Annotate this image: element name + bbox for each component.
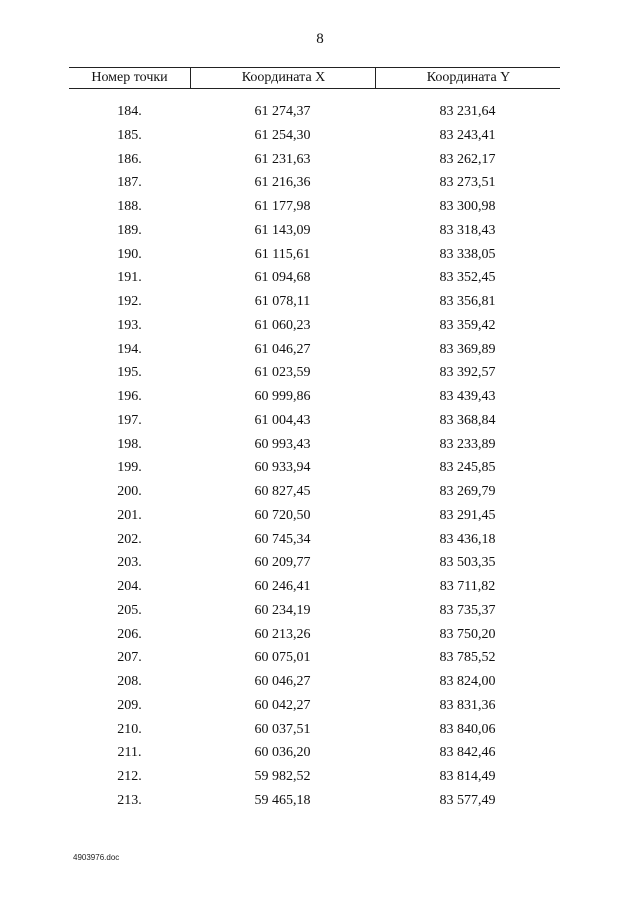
table-row xyxy=(69,388,560,412)
point-number-cell: 202. xyxy=(117,531,142,547)
table-row xyxy=(69,269,560,293)
table-row xyxy=(69,673,560,697)
coordinate-y-cell: 83 243,41 xyxy=(439,127,496,143)
coordinate-x-cell: 61 046,27 xyxy=(254,341,311,357)
point-number-cell: 200. xyxy=(117,484,142,499)
point-number-cell: 208. xyxy=(117,674,142,689)
coordinate-y-cell: 83 352,45 xyxy=(439,270,496,286)
coordinate-y-cell: 83 842,46 xyxy=(439,745,496,761)
coordinate-x-cell: 60 234,19 xyxy=(254,602,311,618)
coordinate-y-cell: 83 356,81 xyxy=(439,294,496,309)
coordinate-y-cell: 83 814,49 xyxy=(439,769,496,784)
coordinate-x-cell: 61 231,63 xyxy=(254,151,311,167)
coordinate-x-cell: 61 078,11 xyxy=(254,294,311,309)
table-row xyxy=(69,246,560,270)
table-row xyxy=(69,459,560,483)
table-row xyxy=(69,151,560,175)
coordinate-x-cell: 59 982,52 xyxy=(254,769,311,784)
coordinate-y-cell: 83 318,43 xyxy=(439,222,496,238)
point-number-cell: 207. xyxy=(117,650,142,666)
point-number-cell: 192. xyxy=(117,294,142,309)
table-row xyxy=(69,293,560,317)
point-number-cell: 203. xyxy=(117,555,142,571)
table-row xyxy=(69,649,560,673)
point-number-cell: 190. xyxy=(117,246,142,262)
point-number-cell: 199. xyxy=(117,460,142,476)
coordinate-y-cell: 83 785,52 xyxy=(439,650,496,666)
coordinate-y-cell: 83 711,82 xyxy=(439,579,496,594)
coordinate-y-cell: 83 439,43 xyxy=(439,389,496,404)
point-number-cell: 201. xyxy=(117,507,142,523)
point-number-cell: 211. xyxy=(117,745,142,761)
point-number-cell: 198. xyxy=(117,436,142,452)
coordinate-y-cell: 83 231,64 xyxy=(439,104,496,119)
table-row xyxy=(69,507,560,531)
table-row xyxy=(69,483,560,507)
point-number-cell: 187. xyxy=(117,175,142,191)
coordinate-y-cell: 83 840,06 xyxy=(439,721,496,737)
coordinate-x-cell: 60 246,41 xyxy=(254,579,311,594)
point-number-cell: 186. xyxy=(117,151,142,167)
coordinate-x-cell: 60 933,94 xyxy=(254,460,311,476)
coordinate-x-cell: 60 213,26 xyxy=(254,626,311,642)
coordinate-x-cell: 60 042,27 xyxy=(254,697,311,713)
table-row xyxy=(69,744,560,768)
coordinate-x-cell: 60 827,45 xyxy=(254,484,311,499)
table-row xyxy=(69,341,560,365)
coordinate-y-cell: 83 369,89 xyxy=(439,341,496,357)
coordinate-y-cell: 83 269,79 xyxy=(439,484,496,499)
table-row xyxy=(69,412,560,436)
coordinate-x-cell: 59 465,18 xyxy=(254,792,311,808)
table-row xyxy=(69,626,560,650)
header-coordinate-y: Координата Y xyxy=(375,68,561,88)
coordinate-x-cell: 61 094,68 xyxy=(254,270,311,286)
header-coordinate-x: Координата X xyxy=(190,68,376,88)
table-row xyxy=(69,174,560,198)
coordinate-y-cell: 83 273,51 xyxy=(439,175,496,191)
point-number-cell: 204. xyxy=(117,579,142,594)
coordinate-y-cell: 83 262,17 xyxy=(439,151,496,167)
coordinate-x-cell: 61 004,43 xyxy=(254,412,311,428)
table-row xyxy=(69,721,560,745)
coordinate-y-cell: 83 503,35 xyxy=(439,555,496,571)
table-row xyxy=(69,578,560,602)
point-number-cell: 205. xyxy=(117,602,142,618)
point-number-cell: 184. xyxy=(117,104,142,119)
coordinate-y-cell: 83 577,49 xyxy=(439,792,496,808)
table-row xyxy=(69,602,560,626)
coordinate-x-cell: 61 060,23 xyxy=(254,317,311,333)
coordinate-x-cell: 61 115,61 xyxy=(254,246,311,262)
point-number-cell: 193. xyxy=(117,317,142,333)
coordinate-x-cell: 61 274,37 xyxy=(254,104,311,119)
coordinate-y-cell: 83 338,05 xyxy=(439,246,496,262)
table-row xyxy=(69,554,560,578)
point-number-cell: 197. xyxy=(117,412,142,428)
coordinate-y-cell: 83 245,85 xyxy=(439,460,496,476)
table-row xyxy=(69,436,560,460)
coordinate-x-cell: 60 999,86 xyxy=(254,389,311,404)
point-number-cell: 210. xyxy=(117,721,142,737)
table-row xyxy=(69,768,560,792)
coordinate-x-cell: 60 745,34 xyxy=(254,531,311,547)
coordinate-y-cell: 83 824,00 xyxy=(439,674,496,689)
table-row xyxy=(69,531,560,555)
coordinate-y-cell: 83 359,42 xyxy=(439,317,496,333)
point-number-cell: 194. xyxy=(117,341,142,357)
table-row xyxy=(69,127,560,151)
coordinate-x-cell: 60 075,01 xyxy=(254,650,311,666)
coordinate-y-cell: 83 233,89 xyxy=(439,436,496,452)
coordinate-x-cell: 60 993,43 xyxy=(254,436,311,452)
coordinate-y-cell: 83 300,98 xyxy=(439,199,496,214)
coordinate-x-cell: 60 037,51 xyxy=(254,721,311,737)
point-number-cell: 185. xyxy=(117,127,142,143)
point-number-cell: 189. xyxy=(117,222,142,238)
table-row xyxy=(69,103,560,127)
table-header xyxy=(69,67,560,89)
coordinate-x-cell: 60 036,20 xyxy=(254,745,311,761)
coordinate-x-cell: 61 254,30 xyxy=(254,127,311,143)
point-number-cell: 209. xyxy=(117,697,142,713)
coordinate-x-cell: 61 177,98 xyxy=(254,199,311,214)
coordinate-y-cell: 83 831,36 xyxy=(439,697,496,713)
table-row xyxy=(69,364,560,388)
footer-filename: 4903976.doc xyxy=(73,853,120,862)
point-number-cell: 213. xyxy=(117,792,142,808)
point-number-cell: 196. xyxy=(117,389,142,404)
table-row xyxy=(69,792,560,816)
coordinate-x-cell: 60 209,77 xyxy=(254,555,311,571)
coordinates-table-body xyxy=(69,103,560,816)
table-row xyxy=(69,198,560,222)
point-number-cell: 195. xyxy=(117,365,142,381)
point-number-cell: 212. xyxy=(117,769,142,784)
coordinate-x-cell: 61 216,36 xyxy=(254,175,311,191)
coordinate-x-cell: 61 023,59 xyxy=(254,365,311,381)
coordinate-y-cell: 83 735,37 xyxy=(439,602,496,618)
coordinate-x-cell: 61 143,09 xyxy=(254,222,311,238)
header-point-number: Номер точки xyxy=(91,70,168,85)
coordinate-y-cell: 83 291,45 xyxy=(439,507,496,523)
coordinate-y-cell: 83 436,18 xyxy=(439,531,496,547)
coordinate-y-cell: 83 750,20 xyxy=(439,626,496,642)
table-row xyxy=(69,317,560,341)
point-number-cell: 206. xyxy=(117,626,142,642)
table-row xyxy=(69,222,560,246)
coordinate-y-cell: 83 368,84 xyxy=(439,412,496,428)
coordinate-x-cell: 60 046,27 xyxy=(254,674,311,689)
coordinate-x-cell: 60 720,50 xyxy=(254,507,311,523)
table-row xyxy=(69,697,560,721)
point-number-cell: 188. xyxy=(117,199,142,214)
point-number-cell: 191. xyxy=(117,270,142,286)
page-number: 8 xyxy=(316,31,324,47)
coordinate-y-cell: 83 392,57 xyxy=(439,365,496,381)
